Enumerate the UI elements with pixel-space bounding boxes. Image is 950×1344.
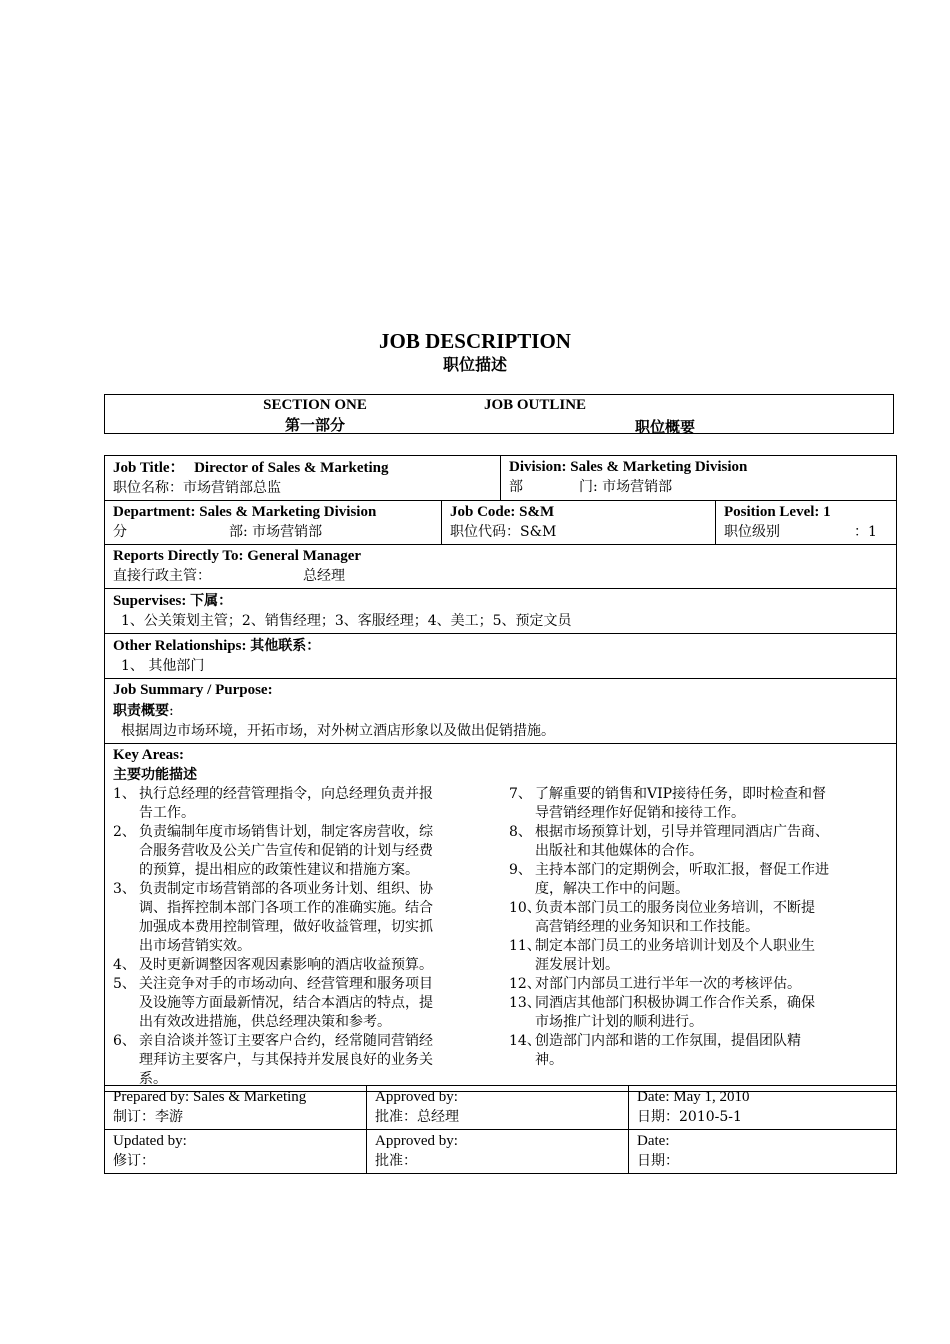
job-code-label: Job Code: S&M xyxy=(450,504,555,520)
supervises-cell xyxy=(105,589,897,634)
key-areas-label-en: Key Areas: xyxy=(113,747,184,763)
key-area-line: 市场推广计划的顺利进行。 xyxy=(535,1014,703,1030)
key-area-line: 制定本部门员工的业务培训计划及个人职业生 xyxy=(535,938,815,954)
key-area-line: 度，解决工作中的问题。 xyxy=(535,881,689,897)
document-title xyxy=(0,328,950,376)
reports-to-cell xyxy=(105,545,897,589)
key-areas-label-cn: 主要功能描述 xyxy=(113,767,197,783)
key-area-number: 3、 xyxy=(113,881,136,897)
supervises-value: 1、公关策划主管；2、销售经理；3、客服经理；4、美工；5、预定文员 xyxy=(121,613,572,629)
key-area-line: 负责本部门员工的服务岗位业务培训，不断提 xyxy=(535,900,815,916)
row-department xyxy=(105,501,897,545)
approval-table xyxy=(104,1085,897,1174)
key-area-item xyxy=(509,823,887,861)
approved-cn-2: 批准： xyxy=(375,1153,417,1169)
job-summary-colon: : xyxy=(169,703,174,719)
approval-row-1 xyxy=(105,1086,897,1130)
key-area-line: 负责编制年度市场销售计划，制定客房营收，综 xyxy=(139,824,433,840)
date-cell-1 xyxy=(629,1086,897,1130)
key-area-line: 主持本部门的定期例会，听取汇报，督促工作进 xyxy=(535,862,829,878)
key-area-number: 12、 xyxy=(509,976,541,992)
job-summary-value: 根据周边市场环境，开拓市场，对外树立酒店形象以及做出促销措施。 xyxy=(121,723,555,739)
reports-to-cn-a: 直接行政主管： xyxy=(113,568,211,584)
key-area-number: 6、 xyxy=(113,1033,136,1049)
row-title-division xyxy=(105,456,897,501)
prepared-cell xyxy=(105,1086,367,1130)
job-code-cell xyxy=(442,501,716,545)
supervises-label-cn: 下属： xyxy=(190,593,233,609)
key-area-line: 导营销经理作好促销和接待工作。 xyxy=(535,805,745,821)
key-area-line: 出版社和其他媒体的合作。 xyxy=(535,843,703,859)
key-area-line: 出市场营销实效。 xyxy=(139,938,251,954)
key-area-line: 负责制定市场营销部的各项业务计划、组织、协 xyxy=(139,881,433,897)
row-supervises xyxy=(105,589,897,634)
key-area-line: 出有效改进措施，供总经理决策和参考。 xyxy=(139,1014,391,1030)
job-outline-en: JOB OUTLINE xyxy=(483,397,587,413)
key-area-item xyxy=(509,1032,887,1070)
section-one xyxy=(215,397,415,435)
updated-cn: 修订： xyxy=(113,1153,155,1169)
department-cn-b: 部: 市场营销部 xyxy=(229,524,323,540)
key-area-line: 涯发展计划。 xyxy=(535,957,619,973)
key-area-item xyxy=(113,975,491,1032)
key-area-number: 7、 xyxy=(509,786,532,802)
position-level-cn-b: ：1 xyxy=(854,524,877,540)
key-area-item xyxy=(509,937,887,975)
key-area-line: 系。 xyxy=(139,1071,167,1087)
job-title-value: Director of Sales & Marketing xyxy=(194,460,389,476)
approved-en-2: Approved by: xyxy=(375,1133,458,1149)
key-area-item xyxy=(113,1032,491,1089)
prepared-en: Prepared by: Sales & Marketing xyxy=(113,1089,307,1105)
key-area-number: 9、 xyxy=(509,862,532,878)
job-title-label: Job Title： xyxy=(113,460,185,476)
key-area-line: 同酒店其他部门积极协调工作合作关系，确保 xyxy=(535,995,815,1011)
updated-en: Updated by: xyxy=(113,1133,187,1149)
updated-cell xyxy=(105,1130,367,1174)
key-area-item xyxy=(113,880,491,956)
key-area-item xyxy=(509,861,887,899)
key-area-number: 5、 xyxy=(113,976,136,992)
date-cell-2 xyxy=(629,1130,897,1174)
key-area-item xyxy=(509,975,887,994)
key-area-number: 11、 xyxy=(509,938,541,954)
job-outline-cn: 职位概要 xyxy=(634,418,695,436)
other-relationships-label-cn: 其他联系： xyxy=(250,638,321,654)
key-area-item xyxy=(509,785,887,823)
key-area-line: 理拜访主要客户，与其保持并发展良好的业务关 xyxy=(139,1052,433,1068)
key-areas-right-column xyxy=(509,785,887,1070)
row-other-relationships xyxy=(105,634,897,679)
key-area-item xyxy=(509,994,887,1032)
department-cell xyxy=(105,501,442,545)
section-header xyxy=(104,394,894,434)
key-area-line: 执行总经理的经营管理指令，向总经理负责并报 xyxy=(139,786,433,802)
key-areas-cell xyxy=(105,744,897,1092)
position-level-cell xyxy=(716,501,897,545)
key-area-line: 及设施等方面最新情况，结合本酒店的特点，提 xyxy=(139,995,433,1011)
title-en: JOB DESCRIPTION xyxy=(379,329,571,353)
key-areas-left-column xyxy=(113,785,491,1089)
key-area-item xyxy=(113,823,491,880)
key-area-number: 10、 xyxy=(509,900,541,916)
title-cn: 职位描述 xyxy=(442,355,507,374)
key-area-line: 创造部门内部和谐的工作氛围，提倡团队精 xyxy=(535,1033,801,1049)
key-area-number: 4、 xyxy=(113,957,136,973)
date-en-1: Date: May 1, 2010 xyxy=(637,1089,750,1105)
job-code-cn: 职位代码：S&M xyxy=(450,524,557,540)
prepared-cn: 制订：李游 xyxy=(113,1109,183,1125)
date-cn-2: 日期： xyxy=(637,1153,679,1169)
key-area-item xyxy=(113,956,491,975)
position-level-label: Position Level: 1 xyxy=(724,504,831,520)
approved-cn-1: 批准：总经理 xyxy=(375,1109,459,1125)
key-area-line: 告工作。 xyxy=(139,805,195,821)
date-en-2: Date: xyxy=(637,1133,670,1149)
key-area-line: 高营销经理的业务知识和工作技能。 xyxy=(535,919,759,935)
department-label: Department: Sales & Marketing Division xyxy=(113,504,377,520)
section-one-en: SECTION ONE xyxy=(263,397,367,413)
job-summary-label-en: Job Summary / Purpose: xyxy=(113,682,273,698)
approved-cell-1 xyxy=(367,1086,629,1130)
division-cn-a: 部 xyxy=(509,479,523,495)
key-area-number: 2、 xyxy=(113,824,136,840)
key-area-line: 神。 xyxy=(535,1052,563,1068)
job-title-cn: 职位名称：市场营销部总监 xyxy=(113,480,281,496)
job-outline-table xyxy=(104,455,897,1092)
key-area-item xyxy=(509,899,887,937)
key-area-number: 8、 xyxy=(509,824,532,840)
key-area-line: 合服务营收及公关广告宣传和促销的计划与经费 xyxy=(139,843,433,859)
supervises-label-en: Supervises: xyxy=(113,593,191,609)
key-area-line: 的预算，提出相应的政策性建议和措施方案。 xyxy=(139,862,419,878)
key-area-number: 14、 xyxy=(509,1033,541,1049)
division-cn-b: 门: 市场营销部 xyxy=(579,479,673,495)
key-area-line: 了解重要的销售和VIP接待任务，即时检查和督 xyxy=(535,786,827,802)
key-area-line: 加强成本费用控制管理，做好收益管理，切实抓 xyxy=(139,919,433,935)
other-relationships-label-en: Other Relationships: xyxy=(113,638,251,654)
section-one-cn: 第一部分 xyxy=(284,416,345,434)
row-reports-to xyxy=(105,545,897,589)
approved-en-1: Approved by: xyxy=(375,1089,458,1105)
division-label: Division: Sales & Marketing Division xyxy=(509,459,748,475)
position-level-cn-a: 职位级别 xyxy=(724,524,780,540)
job-title-cell xyxy=(105,456,501,501)
job-summary-cell xyxy=(105,679,897,744)
division-cell xyxy=(501,456,897,501)
reports-to-label: Reports Directly To: General Manager xyxy=(113,548,362,564)
key-area-item xyxy=(113,785,491,823)
approved-cell-2 xyxy=(367,1130,629,1174)
job-summary-label-cn: 职责概要 xyxy=(113,703,169,719)
key-area-line: 调、指挥控制本部门各项工作的准确实施。结合 xyxy=(139,900,433,916)
key-area-number: 1、 xyxy=(113,786,136,802)
other-relationships-cell xyxy=(105,634,897,679)
approval-row-2 xyxy=(105,1130,897,1174)
key-area-line: 及时更新调整因客观因素影响的酒店收益预算。 xyxy=(139,957,433,973)
key-area-line: 关注竞争对手的市场动向、经营管理和服务项目 xyxy=(139,976,433,992)
other-relationships-value: 1、 其他部门 xyxy=(121,658,205,674)
key-area-line: 根据市场预算计划，引导并管理同酒店广告商、 xyxy=(535,824,829,840)
row-key-areas xyxy=(105,744,897,1092)
row-job-summary xyxy=(105,679,897,744)
department-cn-a: 分 xyxy=(113,524,127,540)
date-cn-1: 日期：2010-5-1 xyxy=(637,1109,742,1125)
key-area-line: 对部门内部员工进行半年一次的考核评估。 xyxy=(535,976,801,992)
key-area-line: 亲自洽谈并签订主要客户合约，经常随同营销经 xyxy=(139,1033,433,1049)
reports-to-cn-b: 总经理 xyxy=(303,568,345,584)
key-area-number: 13、 xyxy=(509,995,541,1011)
